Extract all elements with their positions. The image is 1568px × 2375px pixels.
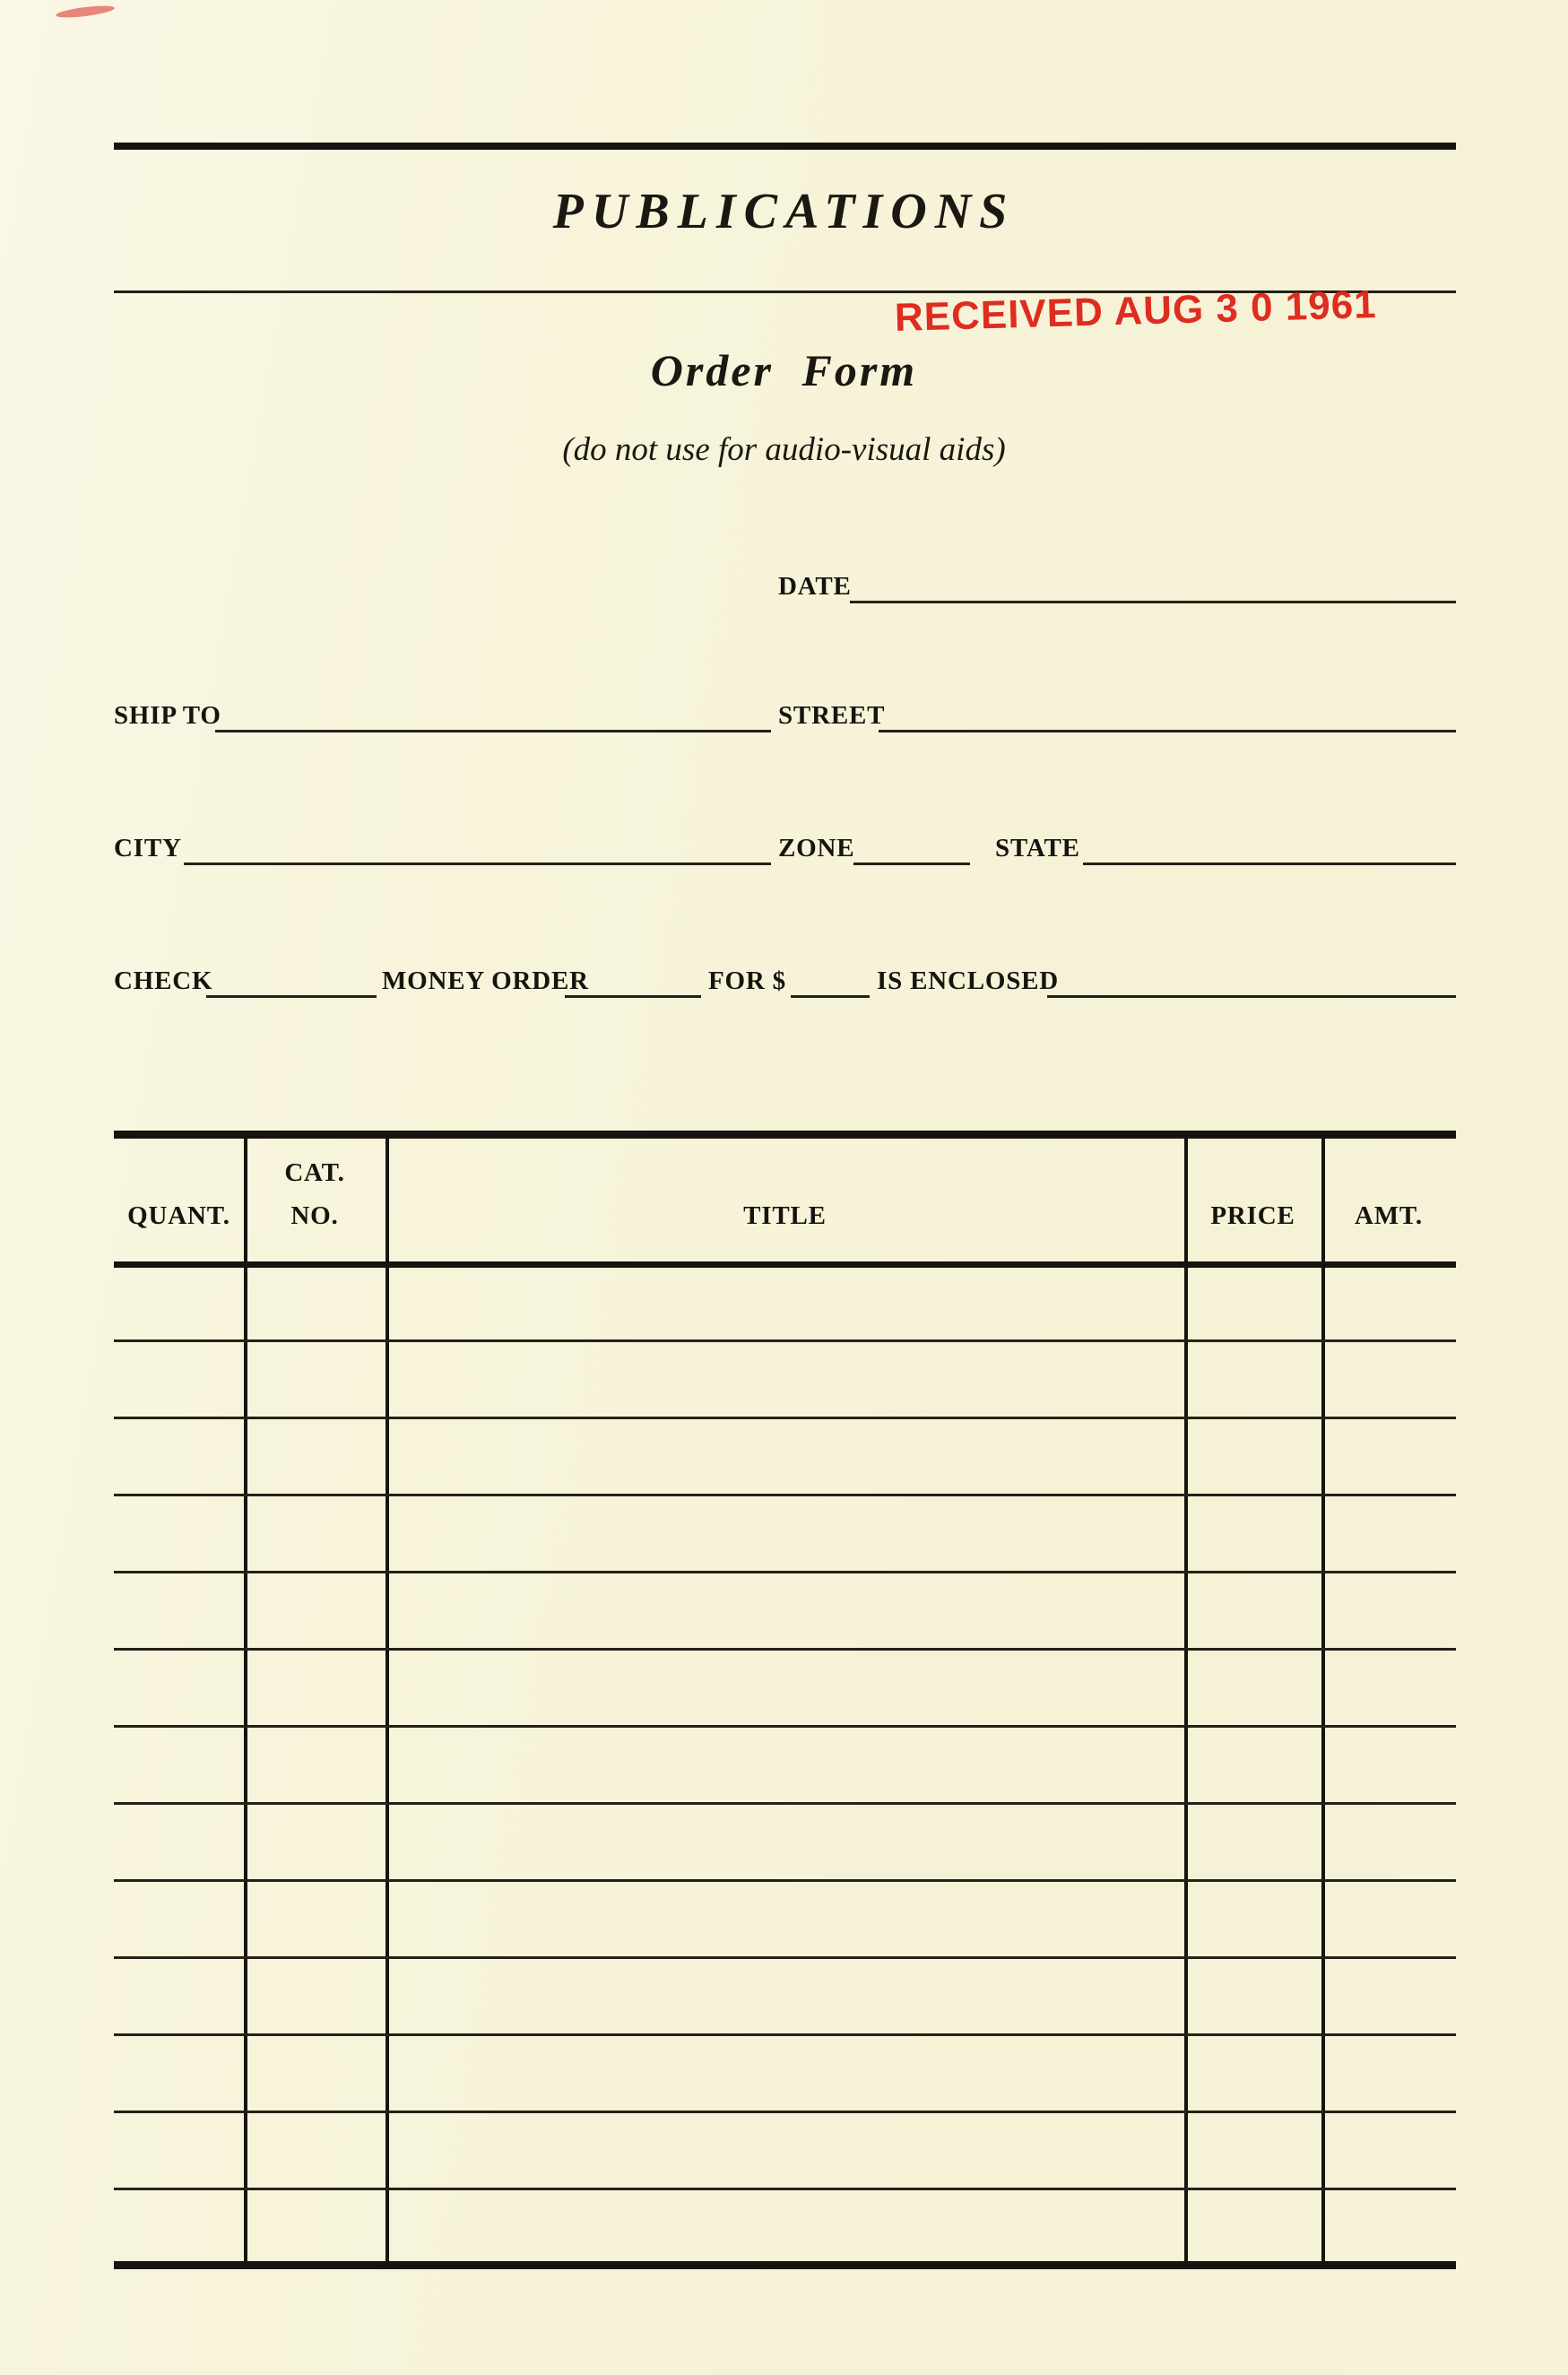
zone-label: ZONE — [778, 834, 855, 862]
ship-to-fill-line — [215, 730, 771, 732]
street-label: STREET — [778, 701, 886, 730]
table-row-line — [114, 1648, 1456, 1651]
table-bottom-rule — [114, 2261, 1456, 2269]
state-fill-line — [1083, 862, 1456, 865]
col-header-title: TITLE — [743, 1201, 827, 1230]
table-row-line — [114, 1339, 1456, 1342]
form-note: (do not use for audio-visual aids) — [562, 431, 1006, 468]
table-row-line — [114, 2111, 1456, 2113]
table-row-line — [114, 1571, 1456, 1573]
city-label: CITY — [114, 834, 182, 862]
red-ink-mark — [56, 4, 116, 20]
date-fill-line — [850, 601, 1456, 603]
money-order-label: MONEY ORDER — [382, 966, 589, 995]
zone-fill-line — [853, 862, 970, 865]
col-header-quant: QUANT. — [127, 1201, 230, 1230]
city-fill-line — [184, 862, 771, 865]
column-separator-1 — [244, 1131, 247, 2269]
street-fill-line — [879, 730, 1456, 732]
col-header-cat: CAT. — [284, 1158, 345, 1187]
state-label: STATE — [995, 834, 1080, 862]
table-row-line — [114, 1725, 1456, 1728]
top-rule — [114, 143, 1456, 150]
is-enclosed-fill-line — [1047, 995, 1456, 998]
table-row-line — [114, 1879, 1456, 1882]
check-fill-line — [206, 995, 377, 998]
col-header-price: PRICE — [1210, 1201, 1295, 1230]
col-header-amt: AMT. — [1355, 1201, 1423, 1230]
col-header-no: NO. — [290, 1201, 339, 1230]
table-row-line — [114, 1802, 1456, 1805]
money-order-fill-line — [565, 995, 701, 998]
date-label: DATE — [778, 572, 852, 601]
table-row-line — [114, 2188, 1456, 2190]
check-label: CHECK — [114, 966, 213, 995]
table-row-line — [114, 1494, 1456, 1496]
for-amount-fill-line — [791, 995, 870, 998]
ship-to-label: SHIP TO — [114, 701, 221, 730]
form-title: Order Form — [650, 345, 918, 395]
column-separator-4 — [1321, 1131, 1325, 2269]
is-enclosed-label: IS ENCLOSED — [877, 966, 1060, 995]
received-stamp: RECEIVED AUG 3 0 1961 — [894, 282, 1378, 340]
table-row-line — [114, 2033, 1456, 2036]
table-row-line — [114, 1417, 1456, 1419]
page-title: PUBLICATIONS — [552, 184, 1016, 239]
table-row-line — [114, 1956, 1456, 1959]
table-top-rule — [114, 1131, 1456, 1139]
column-separator-3 — [1184, 1131, 1188, 2269]
column-separator-2 — [386, 1131, 389, 2269]
table-header-rule — [114, 1261, 1456, 1268]
for-amount-label: FOR $ — [708, 966, 786, 995]
